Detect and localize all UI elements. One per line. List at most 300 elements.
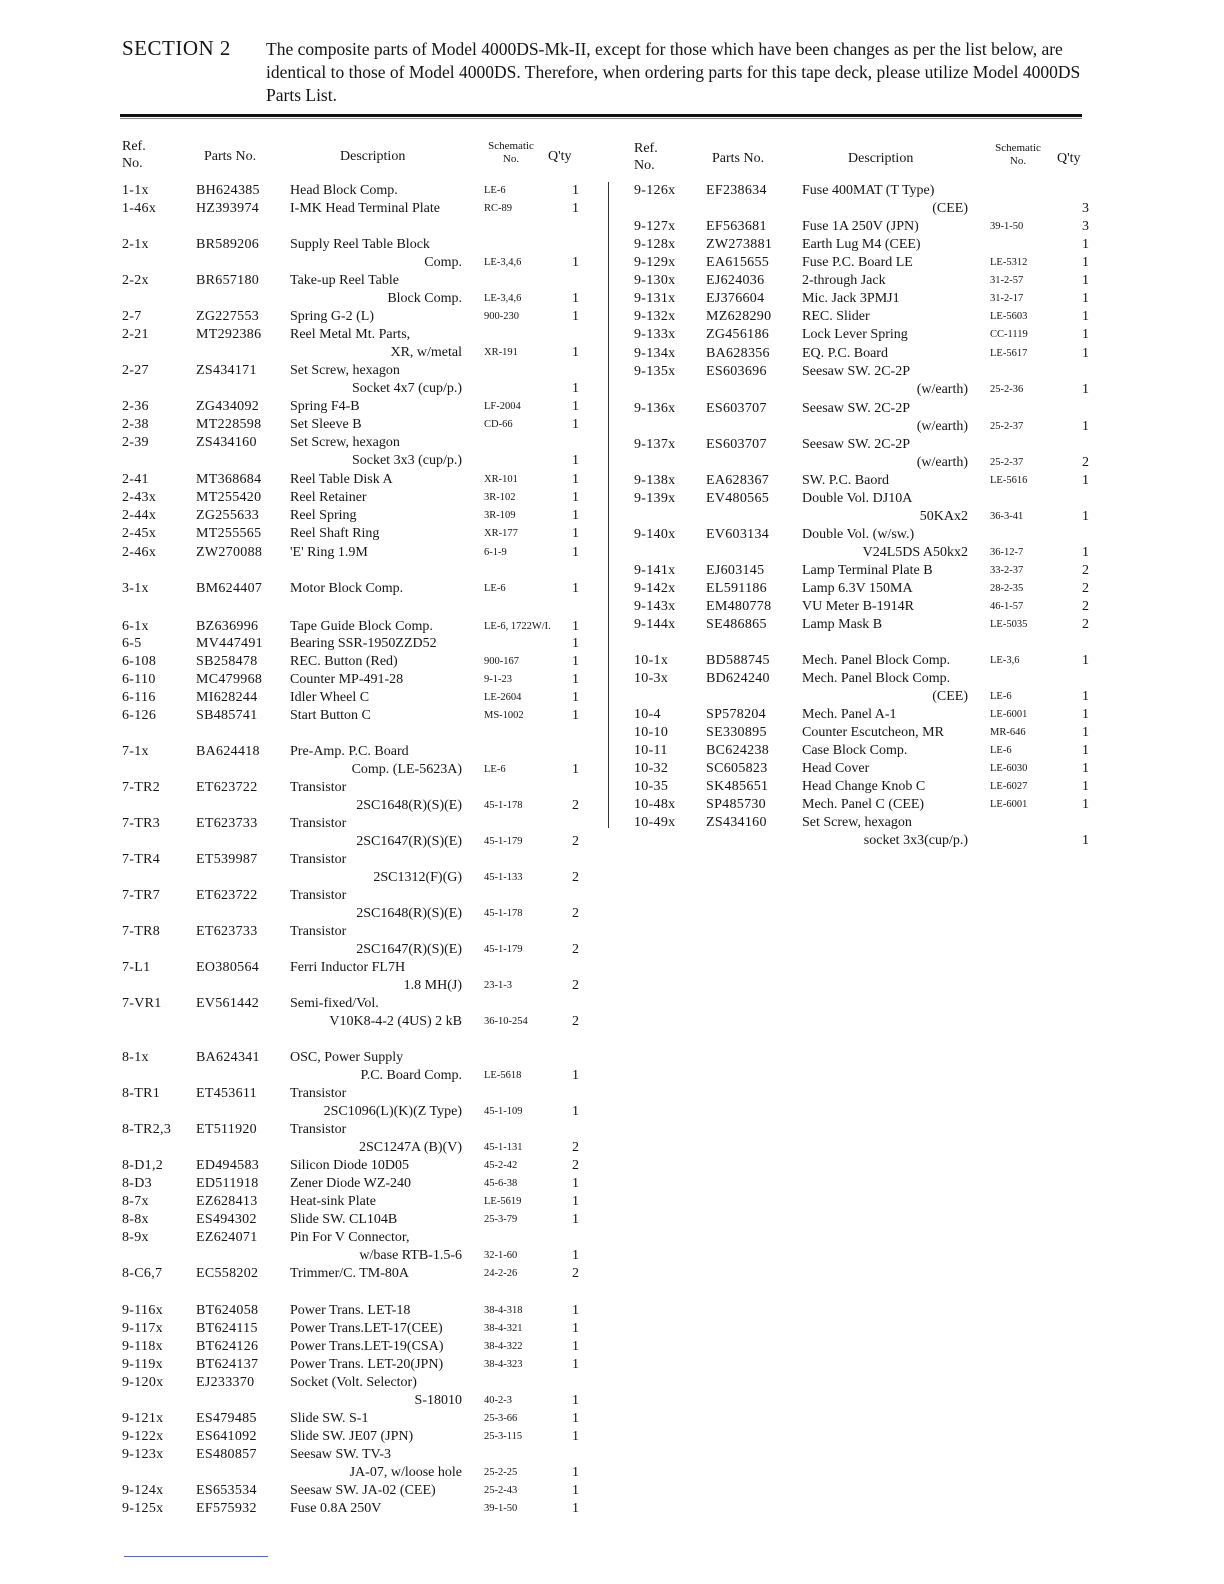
qty-cell: 1 [572, 526, 579, 541]
qty-cell: 1 [572, 201, 579, 216]
ref-cell: 9-120x [122, 1375, 164, 1390]
ref-cell: 10-49x [634, 815, 676, 830]
qty-cell: 3 [1082, 201, 1089, 216]
schematic-cell: LE-6 [484, 583, 506, 594]
ref-cell: 9-143x [634, 599, 676, 614]
parts-no-cell: EF575932 [196, 1501, 257, 1516]
schematic-cell: 45-2-42 [484, 1160, 518, 1171]
table-row [0, 1049, 1224, 1067]
qty-cell: 1 [572, 1212, 579, 1227]
description-cell: Reel Spring [290, 508, 357, 523]
table-row [0, 1175, 1224, 1193]
description-cell: Take-up Reel Table [290, 273, 399, 288]
parts-no-cell: EF238634 [706, 183, 767, 198]
schematic-cell: LE-6001 [990, 799, 1028, 810]
schematic-cell: 36-3-41 [990, 511, 1024, 522]
description-cell: Mic. Jack 3PMJ1 [802, 291, 900, 306]
qty-cell: 1 [572, 690, 579, 705]
table-row [0, 508, 1224, 526]
left-header-ref [122, 138, 146, 172]
schematic-cell: 25-2-36 [990, 384, 1024, 395]
qty-cell: 1 [572, 1068, 579, 1083]
ref-cell: 10-48x [634, 797, 676, 812]
ref-cell: 9-116x [122, 1303, 163, 1318]
ref-cell: 2-45x [122, 526, 157, 541]
schematic-cell: 24-2-26 [484, 1268, 518, 1279]
parts-no-cell: MI628244 [196, 690, 258, 705]
parts-no-cell: MT255565 [196, 526, 262, 541]
table-row [0, 200, 1224, 218]
header-ref-no-label: No. [634, 158, 655, 173]
schematic-cell: XR-191 [484, 347, 518, 358]
table-row [0, 381, 1224, 399]
schematic-cell: 40-2-3 [484, 1395, 512, 1406]
ref-cell: 2-36 [122, 399, 149, 414]
qty-cell: 1 [572, 399, 579, 414]
table-row [0, 760, 1224, 778]
qty-cell: 1 [572, 183, 579, 198]
table-row [0, 363, 1224, 381]
description-cell: REC. Button (Red) [290, 654, 398, 669]
description-cell: Reel Retainer [290, 490, 367, 505]
table-row [0, 1374, 1224, 1392]
schematic-cell: LE-5312 [990, 257, 1028, 268]
qty-cell: 1 [572, 636, 579, 651]
header-sch-label: Schematic [995, 142, 1041, 154]
ref-cell: 2-46x [122, 545, 157, 560]
parts-no-cell: MT292386 [196, 327, 262, 342]
description-cell: socket 3x3(cup/p.) [863, 833, 968, 848]
schematic-cell: 33-2-37 [990, 565, 1024, 576]
parts-no-cell: ES603696 [706, 364, 767, 379]
table-row [0, 254, 1224, 272]
schematic-cell: 45-1-178 [484, 800, 523, 811]
parts-no-cell: BC624238 [706, 743, 770, 758]
ref-cell: 6-110 [122, 672, 156, 687]
description-cell: Fuse 400MAT (T Type) [802, 183, 935, 198]
left-header-parts: Parts No. [204, 149, 257, 164]
qty-cell: 1 [572, 1248, 579, 1263]
qty-cell: 1 [572, 1465, 579, 1480]
ref-cell: 7-TR4 [122, 852, 161, 867]
parts-no-cell: BT624126 [196, 1339, 259, 1354]
parts-no-cell: ET453611 [196, 1086, 257, 1101]
qty-cell: 1 [572, 1104, 579, 1119]
schematic-cell: 3R-102 [484, 492, 516, 503]
description-cell: Fuse P.C. Board LE [802, 255, 913, 270]
ref-cell: 2-38 [122, 417, 149, 432]
qty-cell: 2 [1082, 455, 1089, 470]
description-cell: Transistor [290, 780, 347, 795]
table-row [0, 724, 1224, 742]
header-ref-label: Ref. [634, 141, 658, 156]
schematic-cell: LE-3,4,6 [484, 257, 522, 268]
table-row [0, 1302, 1224, 1320]
left-header-desc: Description [340, 149, 406, 164]
parts-no-cell: SB485741 [196, 708, 258, 723]
schematic-cell: 900-230 [484, 311, 519, 322]
ref-cell: 9-119x [122, 1357, 163, 1372]
parts-no-cell: MT255420 [196, 490, 262, 505]
schematic-cell: 38-4-321 [484, 1323, 523, 1334]
description-cell: EQ. P.C. Board [802, 346, 888, 361]
table-row [0, 706, 1224, 724]
ref-cell: 2-43x [122, 490, 157, 505]
ref-cell: 9-126x [634, 183, 676, 198]
description-cell: Spring F4-B [290, 399, 360, 414]
description-cell: Motor Block Comp. [290, 581, 404, 596]
qty-cell: 1 [572, 1303, 579, 1318]
description-cell: Comp. [424, 255, 462, 270]
parts-no-cell: BH624385 [196, 183, 260, 198]
description-cell: Slide SW. S-1 [290, 1411, 369, 1426]
ref-cell: 9-131x [634, 291, 676, 306]
description-cell: Case Block Comp. [802, 743, 908, 758]
ref-cell: 10-35 [634, 779, 669, 794]
qty-cell: 2 [572, 1158, 579, 1173]
qty-cell: 1 [572, 508, 579, 523]
parts-no-cell: ZG255633 [196, 508, 260, 523]
ref-cell: 9-136x [634, 401, 676, 416]
description-cell: Transistor [290, 852, 347, 867]
parts-no-cell: BZ636996 [196, 619, 259, 634]
schematic-cell: LE-5603 [990, 311, 1028, 322]
description-cell: (w/earth) [916, 455, 968, 470]
description-cell: Transistor [290, 924, 347, 939]
schematic-cell: 45-1-109 [484, 1106, 523, 1117]
table-row [0, 796, 1224, 814]
qty-cell: 1 [1082, 743, 1089, 758]
qty-cell: 1 [572, 1176, 579, 1191]
description-cell: Head Cover [802, 761, 870, 776]
parts-no-cell: ET539987 [196, 852, 258, 867]
ref-cell: 9-141x [634, 563, 676, 578]
parts-no-cell: ZG434092 [196, 399, 260, 414]
qty-cell: 2 [1082, 599, 1089, 614]
table-row [0, 326, 1224, 344]
parts-no-cell: EF563681 [706, 219, 767, 234]
description-cell: (w/earth) [916, 382, 968, 397]
ref-cell: 7-VR1 [122, 996, 162, 1011]
schematic-cell: LE-2604 [484, 692, 522, 703]
ref-cell: 9-132x [634, 309, 676, 324]
description-cell: Transistor [290, 888, 347, 903]
parts-no-cell: BM624407 [196, 581, 263, 596]
description-cell: 2SC1648(R)(S)(E) [356, 906, 462, 921]
ref-cell: 10-4 [634, 707, 661, 722]
description-cell: Socket 3x3 (cup/p.) [351, 453, 462, 468]
description-cell: Mech. Panel Block Comp. [802, 671, 951, 686]
description-cell: Head Block Comp. [290, 183, 398, 198]
ref-cell: 2-39 [122, 435, 149, 450]
table-row [0, 851, 1224, 869]
parts-no-cell: MV447491 [196, 636, 263, 651]
qty-cell: 1 [1082, 309, 1089, 324]
schematic-cell: 45-6-38 [484, 1178, 518, 1189]
description-cell: Spring G-2 (L) [290, 309, 374, 324]
qty-cell: 1 [572, 1339, 579, 1354]
table-row [0, 598, 1224, 616]
schematic-cell: 32-1-60 [484, 1250, 518, 1261]
description-cell: Idler Wheel C [290, 690, 370, 705]
table-row [0, 418, 1224, 436]
description-cell: Double Vol. (w/sw.) [802, 527, 915, 542]
qty-cell: 2 [572, 942, 579, 957]
table-row [0, 562, 1224, 580]
ref-cell: 7-1x [122, 744, 149, 759]
description-cell: XR, w/metal [390, 345, 462, 360]
parts-no-cell: SE330895 [706, 725, 767, 740]
description-cell: V24L5DS A50kx2 [862, 545, 968, 560]
description-cell: Slide SW. JE07 (JPN) [290, 1429, 414, 1444]
table-row [0, 1320, 1224, 1338]
schematic-cell: 28-2-35 [990, 583, 1024, 594]
schematic-cell: 45-1-133 [484, 872, 523, 883]
ref-cell: 9-127x [634, 219, 676, 234]
table-row [0, 1482, 1224, 1500]
table-row [0, 454, 1224, 472]
parts-no-cell: EV480565 [706, 491, 770, 506]
schematic-cell: LE-6 [484, 764, 506, 775]
schematic-cell: 6-1-9 [484, 547, 507, 558]
parts-no-cell: ET511920 [196, 1122, 257, 1137]
ref-cell: 3-1x [122, 581, 149, 596]
schematic-cell: 46-1-57 [990, 601, 1024, 612]
ref-cell: 6-126 [122, 708, 157, 723]
schematic-cell: 45-1-131 [484, 1142, 523, 1153]
table-row [0, 869, 1224, 887]
qty-cell: 1 [1082, 545, 1089, 560]
header-rule-thin [120, 118, 1082, 119]
schematic-cell: MS-1002 [484, 710, 524, 721]
description-cell: SW. P.C. Baord [802, 473, 890, 488]
table-row [0, 778, 1224, 796]
parts-no-cell: EV603134 [706, 527, 770, 542]
parts-no-cell: EL591186 [706, 581, 767, 596]
parts-no-cell: EZ628413 [196, 1194, 258, 1209]
table-row [0, 1428, 1224, 1446]
table-row [0, 1229, 1224, 1247]
table-row [0, 616, 1224, 634]
ref-cell: 8-D3 [122, 1176, 152, 1191]
description-cell: Socket (Volt. Selector) [290, 1375, 417, 1390]
description-cell: I-MK Head Terminal Plate [290, 201, 440, 216]
description-cell: P.C. Board Comp. [360, 1068, 462, 1083]
qty-cell: 1 [1082, 689, 1089, 704]
qty-cell: 2 [572, 1014, 579, 1029]
qty-cell: 1 [572, 490, 579, 505]
description-cell: Seesaw SW. 2C-2P [802, 437, 910, 452]
ref-cell: 6-5 [122, 636, 142, 651]
parts-no-cell: ET623722 [196, 888, 258, 903]
ref-cell: 6-108 [122, 654, 157, 669]
description-cell: Counter MP-491-28 [290, 672, 404, 687]
parts-no-cell: MC479968 [196, 672, 263, 687]
description-cell: Block Comp. [387, 291, 462, 306]
parts-no-cell: EA615655 [706, 255, 770, 270]
description-cell: Ferri Inductor FL7H [290, 960, 406, 975]
parts-no-cell: BT624058 [196, 1303, 259, 1318]
qty-cell: 2 [572, 906, 579, 921]
description-cell: Transistor [290, 816, 347, 831]
schematic-cell: LE-6 [990, 745, 1012, 756]
parts-no-cell: EA628367 [706, 473, 770, 488]
schematic-cell: 9-1-23 [484, 674, 512, 685]
description-cell: 2SC1096(L)(K)(Z Type) [323, 1104, 462, 1119]
schematic-cell: 25-3-115 [484, 1431, 523, 1442]
table-row [0, 472, 1224, 490]
qty-cell: 1 [1082, 346, 1089, 361]
table-row [0, 1121, 1224, 1139]
ref-cell: 8-7x [122, 1194, 149, 1209]
description-cell: Fuse 0.8A 250V [290, 1501, 382, 1516]
ref-cell: 6-1x [122, 619, 149, 634]
ref-cell: 8-TR2,3 [122, 1122, 172, 1137]
ref-cell: 7-L1 [122, 960, 151, 975]
schematic-cell: 36-12-7 [990, 547, 1024, 558]
ref-cell: 2-44x [122, 508, 157, 523]
ref-cell: 10-10 [634, 725, 669, 740]
left-header-qty: Q'ty [548, 149, 572, 164]
description-cell: 'E' Ring 1.9M [290, 545, 368, 560]
parts-no-cell: SP578204 [706, 707, 766, 722]
parts-no-cell: BD588745 [706, 653, 770, 668]
table-row [0, 1446, 1224, 1464]
qty-cell: 2 [572, 1266, 579, 1281]
schematic-cell: LE-3,6 [990, 655, 1020, 666]
qty-cell: 3 [1082, 219, 1089, 234]
qty-cell: 1 [1082, 419, 1089, 434]
description-cell: Lock Lever Spring [802, 327, 908, 342]
ref-cell: 6-116 [122, 690, 156, 705]
qty-cell: 1 [1082, 761, 1089, 776]
qty-cell: 2 [1082, 563, 1089, 578]
parts-no-cell: MZ628290 [706, 309, 772, 324]
ref-cell: 9-118x [122, 1339, 163, 1354]
ref-cell: 9-123x [122, 1447, 164, 1462]
table-row [0, 905, 1224, 923]
parts-no-cell: EO380564 [196, 960, 260, 975]
schematic-cell: 25-3-66 [484, 1413, 518, 1424]
schematic-cell: 900-167 [484, 656, 519, 667]
table-row [0, 1500, 1224, 1518]
ref-cell: 8-D1,2 [122, 1158, 164, 1173]
description-cell: V10K8-4-2 (4US) 2 kB [329, 1014, 462, 1029]
schematic-cell: LE-6 [484, 185, 506, 196]
schematic-cell: 45-1-178 [484, 908, 523, 919]
schematic-cell: 38-4-323 [484, 1359, 523, 1370]
description-cell: Set Screw, hexagon [802, 815, 912, 830]
ref-cell: 2-41 [122, 472, 149, 487]
schematic-cell: LE-5616 [990, 475, 1028, 486]
description-cell: Heat-sink Plate [290, 1194, 376, 1209]
schematic-cell: LE-5618 [484, 1070, 522, 1081]
qty-cell: 1 [572, 291, 579, 306]
schematic-cell: LE-6 [990, 691, 1012, 702]
qty-cell: 1 [572, 545, 579, 560]
description-cell: Silicon Diode 10D05 [290, 1158, 409, 1173]
parts-no-cell: BA624341 [196, 1050, 260, 1065]
parts-no-cell: SB258478 [196, 654, 258, 669]
description-cell: w/base RTB-1.5-6 [359, 1248, 462, 1263]
description-cell: 2SC1247A (B)(V) [358, 1140, 462, 1155]
right-header-qty: Q'ty [1057, 151, 1081, 166]
parts-no-cell: ES641092 [196, 1429, 257, 1444]
schematic-cell: 45-1-179 [484, 944, 523, 955]
qty-cell: 1 [1082, 833, 1089, 848]
qty-cell: 1 [572, 255, 579, 270]
ref-cell: 7-TR7 [122, 888, 161, 903]
parts-no-cell: SE486865 [706, 617, 767, 632]
parts-no-cell: ED511918 [196, 1176, 259, 1191]
qty-cell: 1 [1082, 237, 1089, 252]
qty-cell: 1 [572, 345, 579, 360]
parts-no-cell: ES480857 [196, 1447, 257, 1462]
qty-cell: 1 [572, 1357, 579, 1372]
section-title: SECTION 2 [122, 36, 231, 60]
parts-no-cell: ES494302 [196, 1212, 257, 1227]
parts-no-cell: EM480778 [706, 599, 772, 614]
table-row [0, 814, 1224, 832]
parts-no-cell: ZS434171 [196, 363, 257, 378]
ref-cell: 8-TR1 [122, 1086, 161, 1101]
qty-cell: 1 [1082, 327, 1089, 342]
description-cell: (w/earth) [916, 419, 968, 434]
description-cell: Mech. Panel A-1 [802, 707, 897, 722]
qty-cell: 1 [572, 1194, 579, 1209]
table-row [0, 977, 1224, 995]
parts-no-cell: BA628356 [706, 346, 770, 361]
qty-cell: 1 [1082, 779, 1089, 794]
ref-cell: 9-130x [634, 273, 676, 288]
qty-cell: 1 [572, 381, 579, 396]
table-row [0, 742, 1224, 760]
right-header-sch [988, 142, 1048, 168]
description-cell: Seesaw SW. JA-02 (CEE) [290, 1483, 436, 1498]
qty-cell: 1 [1082, 255, 1089, 270]
parts-no-cell: EV561442 [196, 996, 260, 1011]
table-row [0, 688, 1224, 706]
qty-cell: 1 [572, 453, 579, 468]
ref-cell: 8-9x [122, 1230, 149, 1245]
ref-cell: 8-8x [122, 1212, 149, 1227]
qty-cell: 1 [1082, 653, 1089, 668]
qty-cell: 1 [572, 581, 579, 596]
ref-cell: 7-TR2 [122, 780, 161, 795]
ref-cell: 9-144x [634, 617, 676, 632]
description-cell: JA-07, w/loose hole [349, 1465, 462, 1480]
qty-cell: 1 [1082, 707, 1089, 722]
ref-cell: 9-138x [634, 473, 676, 488]
parts-no-cell: EZ624071 [196, 1230, 258, 1245]
schematic-cell: 39-1-50 [484, 1503, 518, 1514]
qty-cell: 2 [572, 978, 579, 993]
table-row [0, 1356, 1224, 1374]
qty-cell: 2 [572, 834, 579, 849]
description-cell: Zener Diode WZ-240 [290, 1176, 412, 1191]
qty-cell: 1 [1082, 291, 1089, 306]
schematic-cell: 25-3-79 [484, 1214, 518, 1225]
description-cell: Set Screw, hexagon [290, 363, 400, 378]
ref-cell: 9-117x [122, 1321, 163, 1336]
parts-no-cell: BR657180 [196, 273, 260, 288]
description-cell: 50KAx2 [919, 509, 968, 524]
ref-cell: 9-124x [122, 1483, 164, 1498]
schematic-cell: 31-2-17 [990, 293, 1024, 304]
ref-cell: 9-134x [634, 346, 676, 361]
table-row [0, 290, 1224, 308]
table-row [0, 490, 1224, 508]
